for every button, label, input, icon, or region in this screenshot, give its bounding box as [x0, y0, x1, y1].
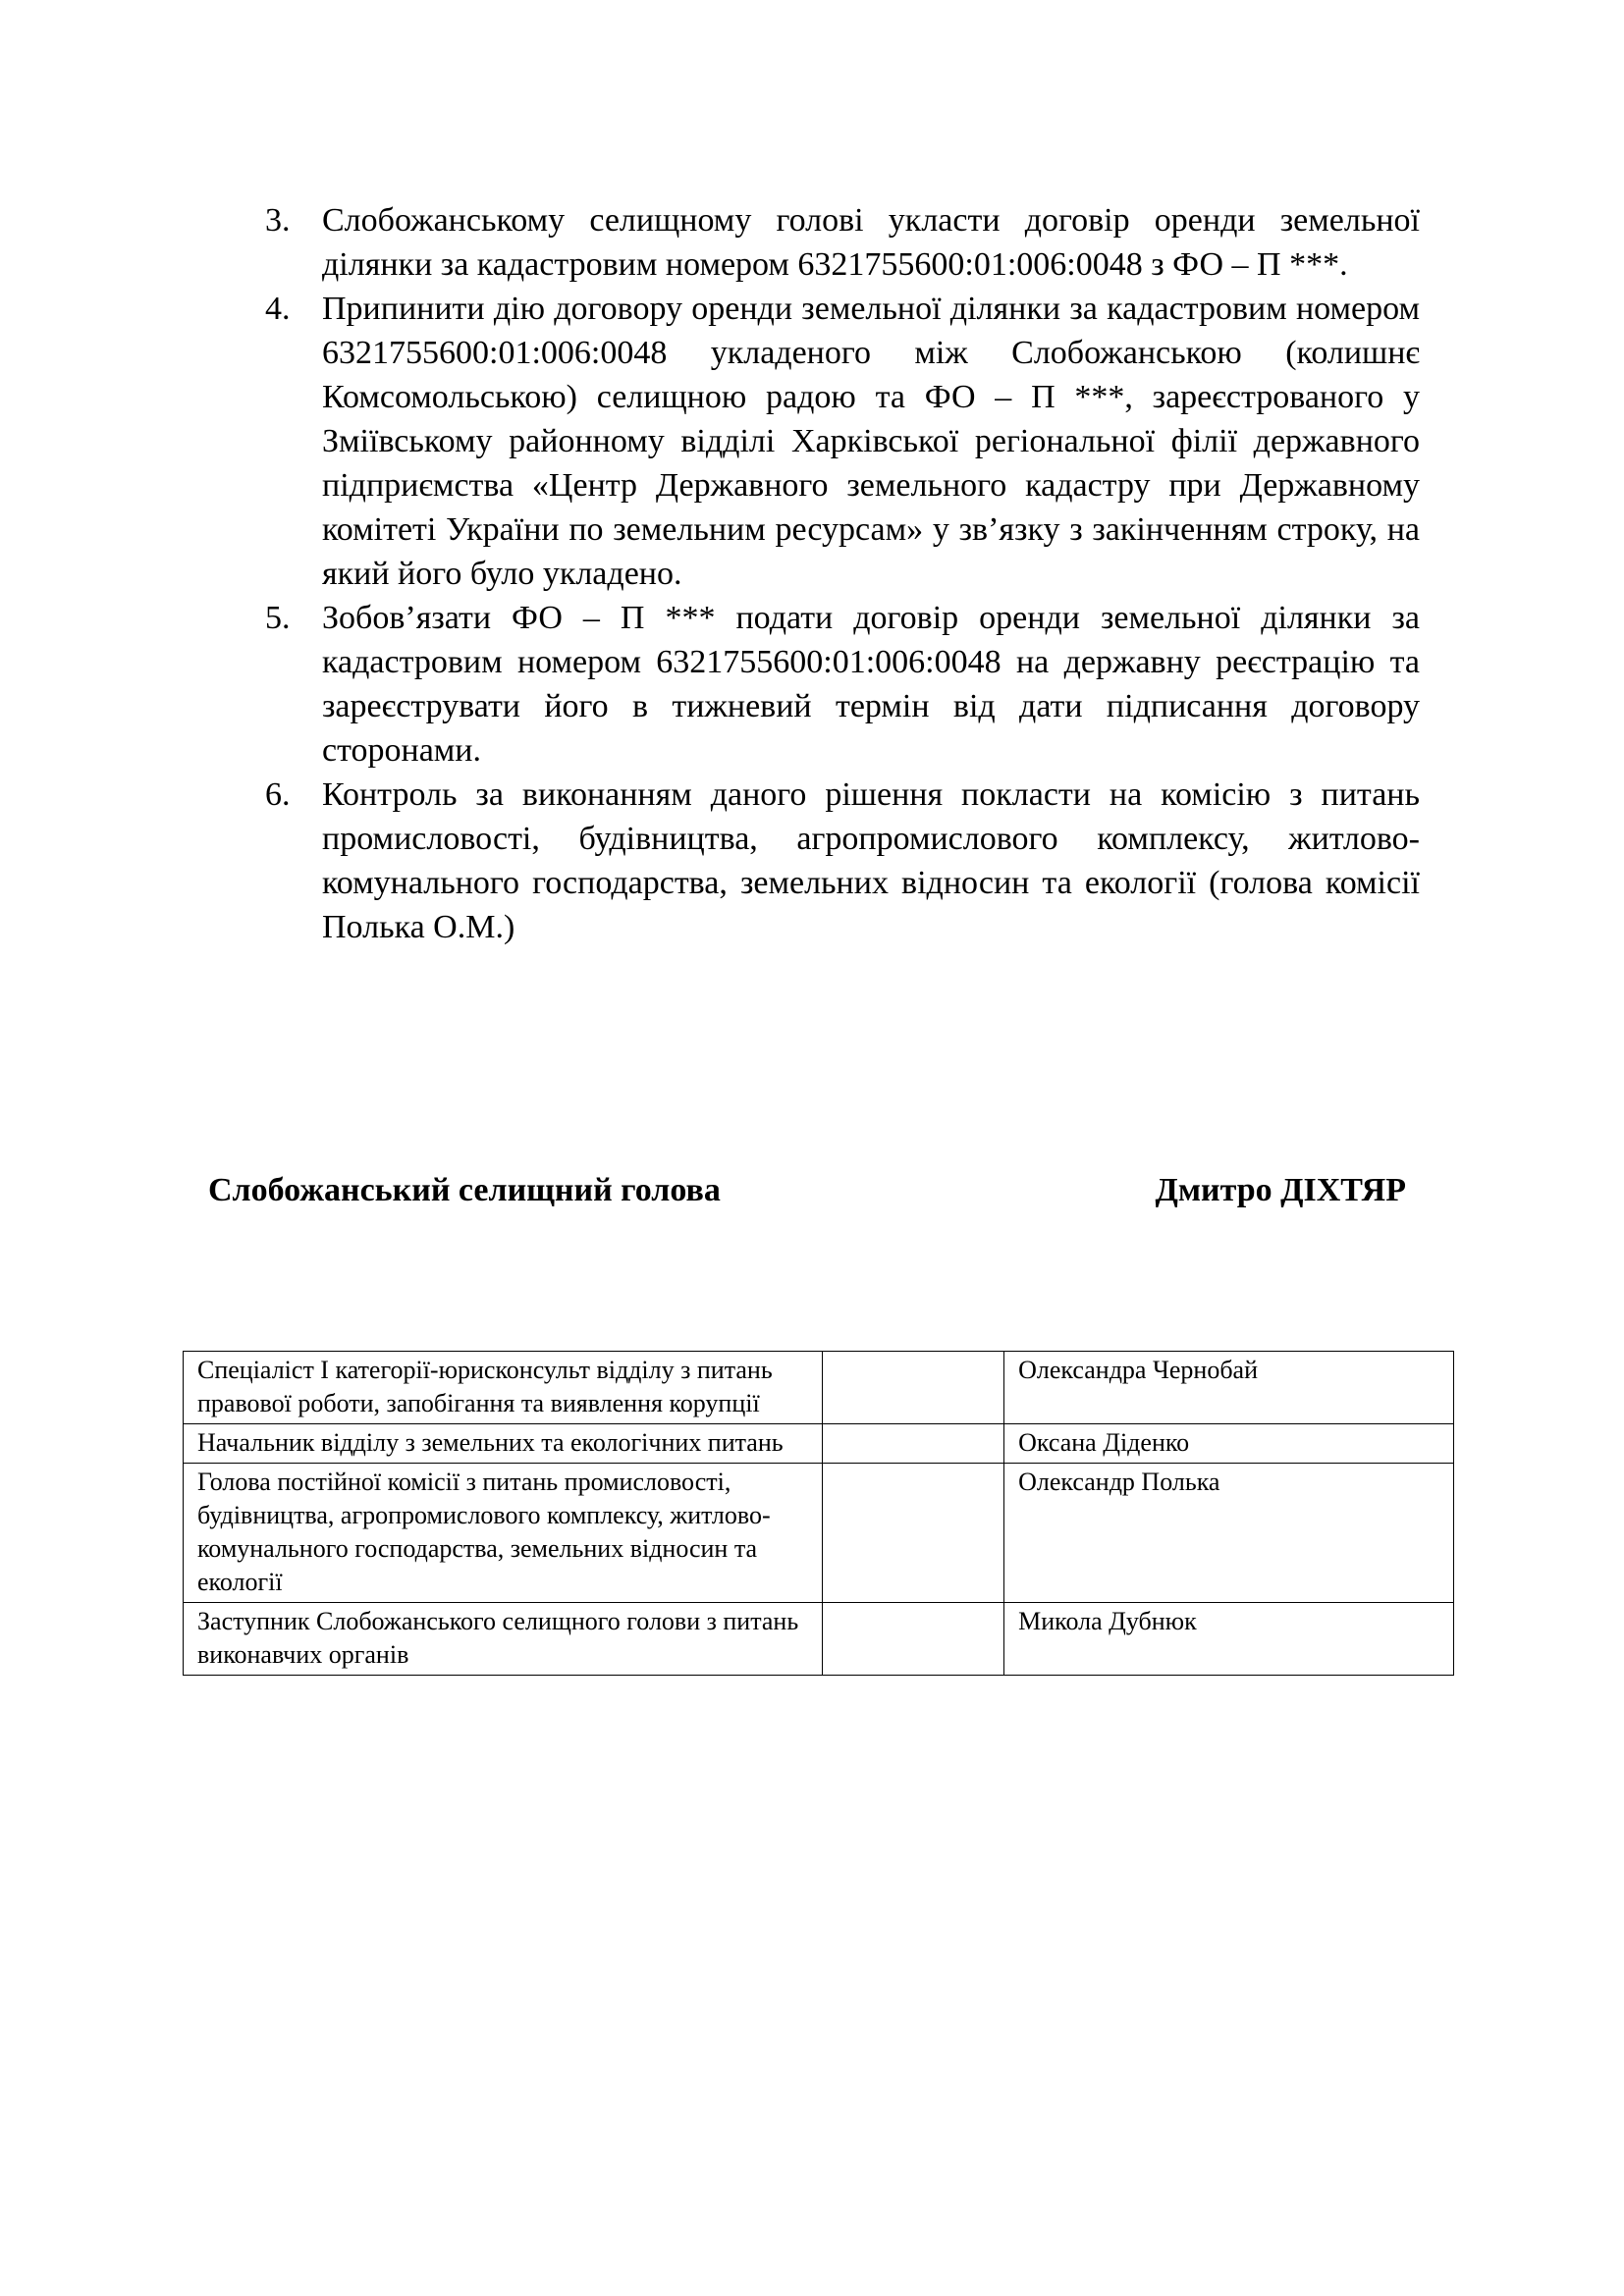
- approver-position: Заступник Слобожанського селищного голови з питань виконавчих органів: [184, 1603, 823, 1676]
- item-number: 3.: [265, 202, 291, 239]
- decision-item: [265, 198, 1420, 287]
- item-number: 5.: [265, 600, 291, 636]
- decision-item: [265, 596, 1420, 773]
- approver-name: Микола Дубнюк: [1004, 1603, 1454, 1676]
- table-row: [184, 1424, 1454, 1464]
- approver-position: Спеціаліст І категорії-юрисконсульт відділу з питань правової роботи, запобігання та виявлення корупції: [184, 1352, 823, 1424]
- signatory-name: Дмитро ДІХТЯР: [1155, 1172, 1406, 1208]
- decision-item: [265, 773, 1420, 949]
- approver-position: Голова постійної комісії з питань промисловості, будівництва, агропромислового комплексу, житлово-комунального господарства, земельних відносин та екології: [184, 1464, 823, 1603]
- table-row: [184, 1603, 1454, 1676]
- table-row: [184, 1352, 1454, 1424]
- approver-name: Оксана Діденко: [1004, 1424, 1454, 1464]
- item-number: 4.: [265, 291, 291, 327]
- signature-cell: [822, 1424, 1003, 1464]
- approval-table: [183, 1351, 1454, 1676]
- approver-name: Олександр Полька: [1004, 1464, 1454, 1603]
- decision-items-list: [265, 198, 1420, 949]
- item-text: Припинити дію договору оренди земельної ділянки за кадастровим номером 6321755600:01:006:0048 укладеного між Слобожанською (колишнє Комсомольською) селищною радою та ФО – П ***, зареєстрованого у Зміївському районному відділі Харківської регіональної філії державного підприємства «Центр Державного земельного кадастру при Державному комітеті України по земельним ресурсам» у зв’язку з закінченням строку, на який його було укладено.: [322, 291, 1420, 592]
- signatory-title: Слобожанський селищний голова: [208, 1172, 721, 1208]
- approver-position: Начальник відділу з земельних та екологічних питань: [184, 1424, 823, 1464]
- signature-cell: [822, 1464, 1003, 1603]
- item-number: 6.: [265, 776, 291, 813]
- item-text: Контроль за виконанням даного рішення покласти на комісію з питань промисловості, будівництва, агропромислового комплексу, житлово-комунального господарства, земельних відносин та екології (голова комісії Полька О.М.): [322, 776, 1420, 945]
- signature-cell: [822, 1352, 1003, 1424]
- approver-name: Олександра Чернобай: [1004, 1352, 1454, 1424]
- signature-cell: [822, 1603, 1003, 1676]
- item-text: Слобожанському селищному голові укласти договір оренди земельної ділянки за кадастровим номером 6321755600:01:006:0048 з ФО – П ***.: [322, 202, 1420, 283]
- item-text: Зобов’язати ФО – П *** подати договір оренди земельної ділянки за кадастровим номером 6321755600:01:006:0048 на державну реєстрацію та зареєструвати його в тижневий термін від дати підписання договору сторонами.: [322, 600, 1420, 769]
- table-row: [184, 1464, 1454, 1603]
- decision-item: [265, 287, 1420, 596]
